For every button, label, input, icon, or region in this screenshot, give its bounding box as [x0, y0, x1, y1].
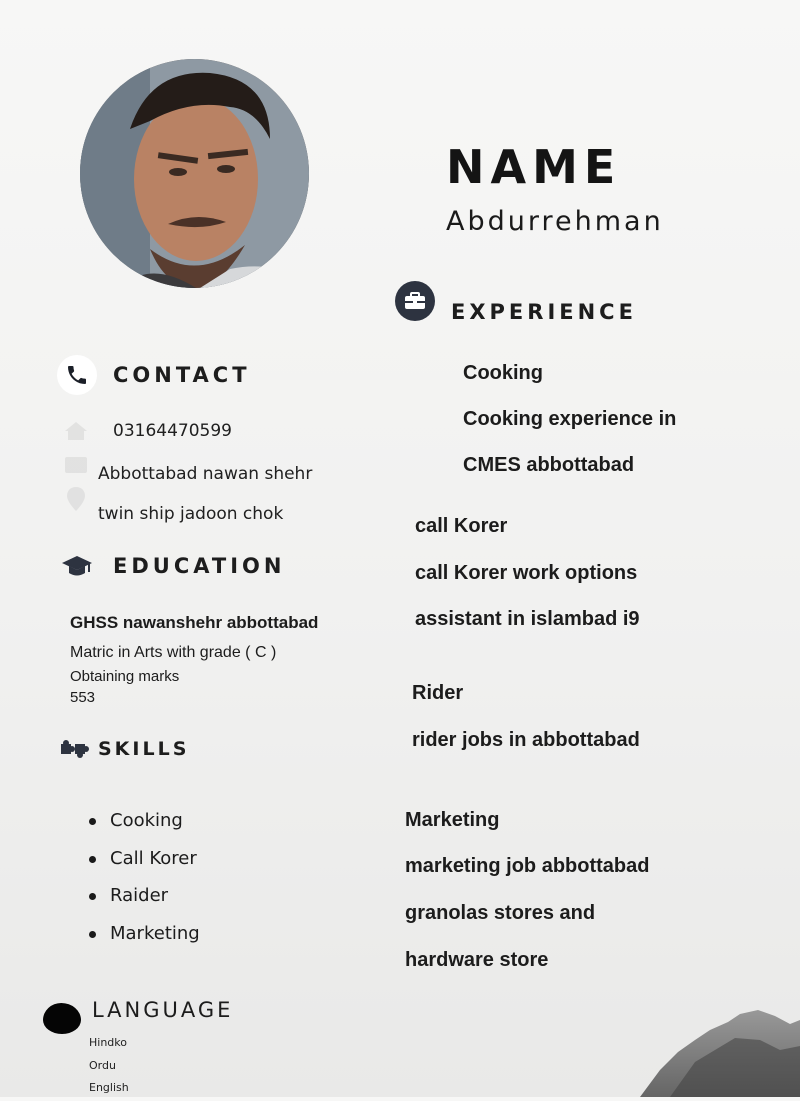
experience-line: Marketing — [405, 809, 500, 831]
home-icon — [64, 421, 88, 441]
experience-title: EXPERIENCE — [451, 300, 637, 324]
mail-icon — [64, 456, 88, 474]
experience-line: rider jobs in abbottabad — [412, 729, 640, 751]
language-item: English — [89, 1081, 129, 1094]
contact-title: CONTACT — [113, 363, 251, 387]
education-marks-value: 553 — [70, 689, 96, 706]
experience-line: marketing job abbottabad — [405, 855, 650, 877]
education-detail: Matric in Arts with grade ( C ) — [70, 644, 277, 661]
contact-address-line1: Abbottabad nawan shehr — [98, 464, 313, 484]
skill-item: Raider — [110, 885, 340, 923]
language-title: LANGUAGE — [92, 998, 234, 1022]
experience-line: Cooking experience in — [463, 408, 677, 430]
education-school: GHSS nawanshehr abbottabad — [70, 613, 319, 632]
contact-phone: 03164470599 — [113, 421, 232, 441]
skills-title: SKILLS — [98, 738, 190, 760]
experience-line: hardware store — [405, 949, 549, 971]
name-heading: NAME — [446, 140, 622, 194]
experience-line: call Korer — [415, 515, 508, 537]
language-item: Ordu — [89, 1059, 116, 1072]
experience-line: granolas stores and — [405, 902, 596, 924]
briefcase-icon — [395, 281, 435, 321]
contact-address-line2: twin ship jadoon chok — [98, 504, 284, 524]
name-value: Abdurrehman — [446, 206, 664, 237]
experience-line: CMES abbottabad — [463, 454, 635, 476]
blob-icon — [43, 1003, 81, 1034]
education-title: EDUCATION — [113, 554, 286, 578]
skills-list — [80, 810, 340, 960]
language-item: Hindko — [89, 1036, 127, 1049]
experience-line: Rider — [412, 682, 464, 704]
profile-photo — [80, 59, 309, 288]
phone-icon — [57, 355, 97, 395]
skill-item: Marketing — [110, 923, 340, 961]
skill-item: Call Korer — [110, 848, 340, 886]
experience-line: assistant in islambad i9 — [415, 608, 640, 630]
skill-item: Cooking — [110, 810, 340, 848]
profile-photo-illustration — [80, 59, 309, 288]
experience-line: Cooking — [463, 362, 543, 384]
mountain-decoration — [640, 1000, 800, 1097]
education-marks-label: Obtaining marks — [70, 668, 180, 685]
location-pin-icon — [66, 486, 86, 512]
graduation-cap-icon — [61, 553, 93, 579]
experience-line: call Korer work options — [415, 562, 638, 584]
puzzle-icon — [60, 739, 90, 759]
